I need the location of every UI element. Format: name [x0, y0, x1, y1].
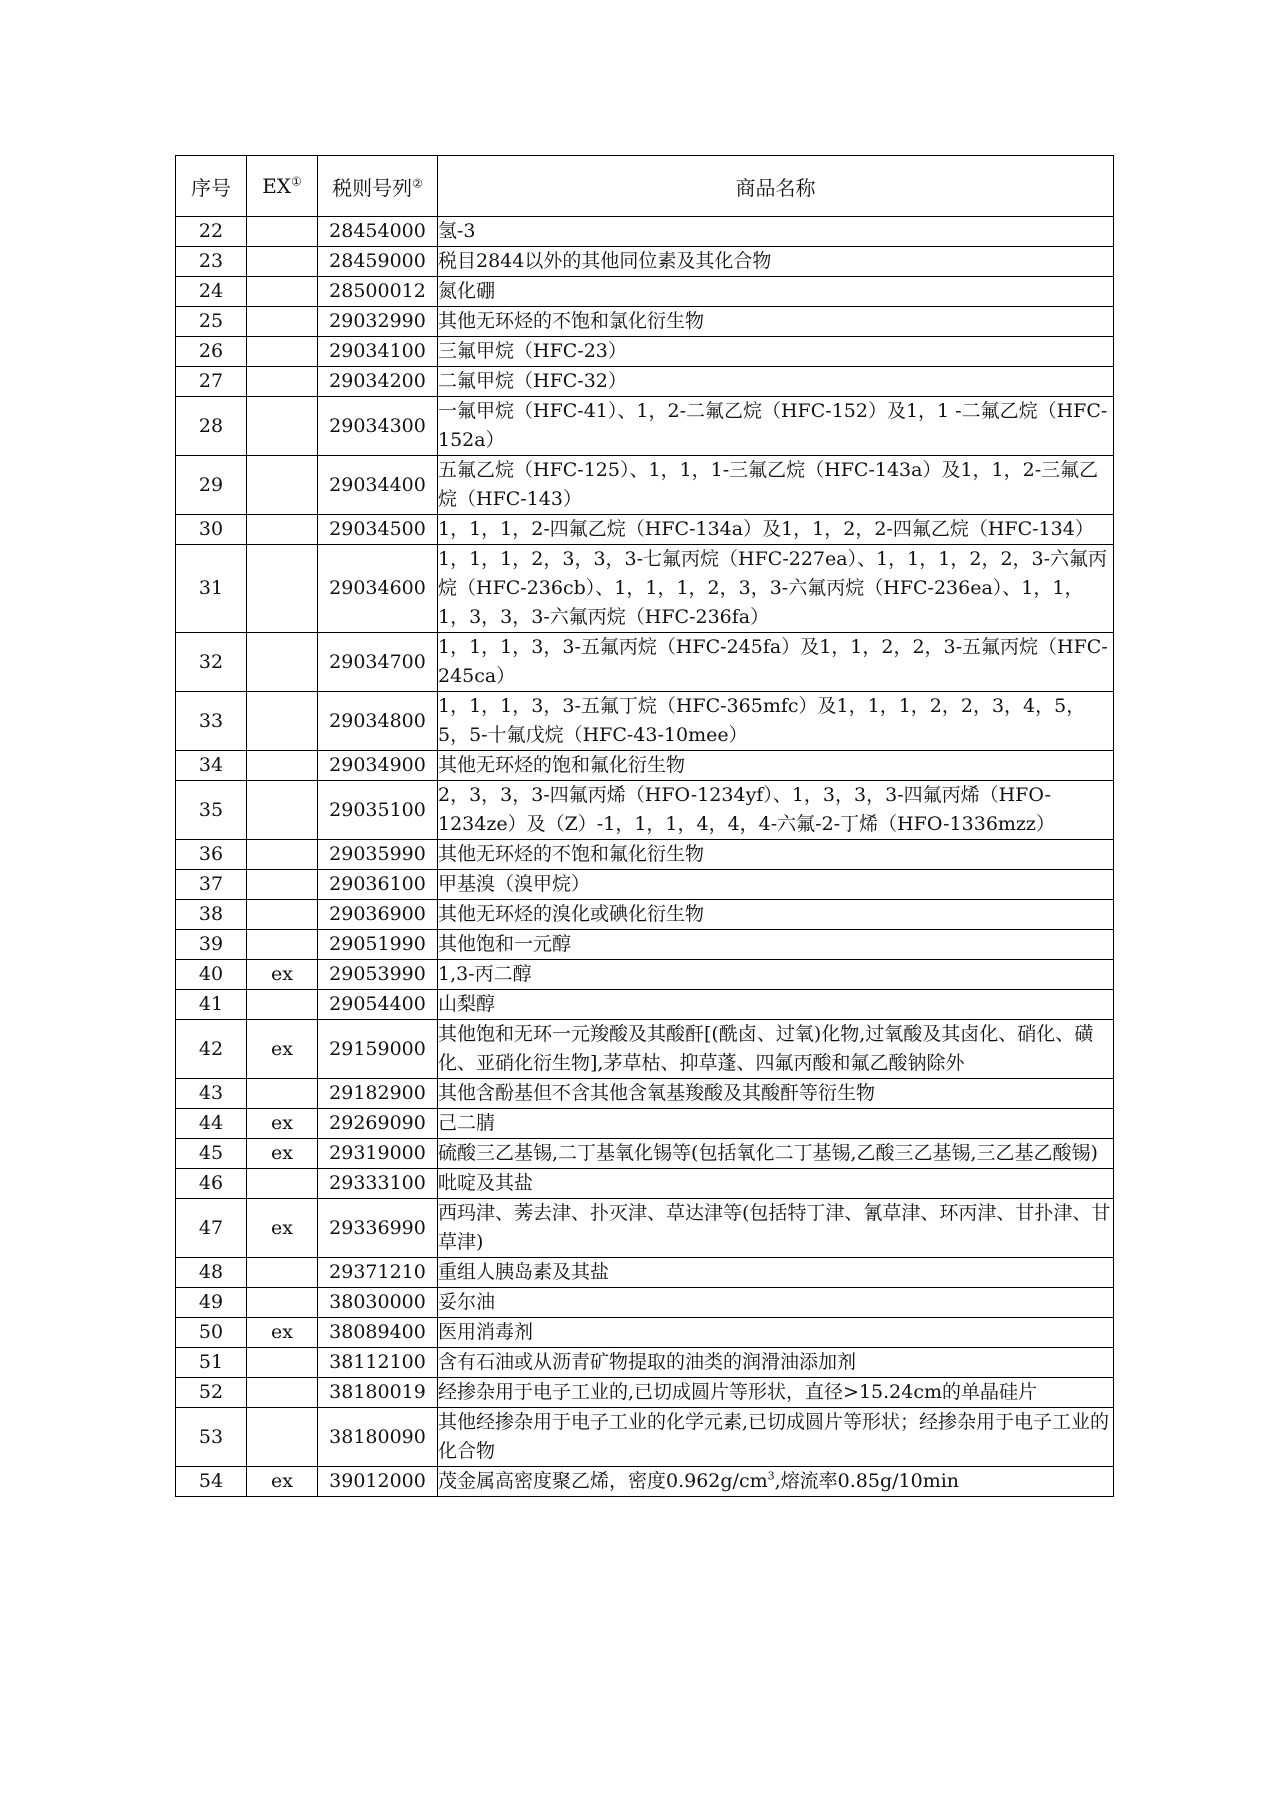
cell-code: 29034600	[318, 545, 438, 633]
table-row	[176, 545, 1114, 633]
cell-ex	[247, 930, 318, 960]
cell-name: 1，1，1，3，3-五氟丁烷（HFC-365mfc）及1，1，1，2，2，3，4，5，5，5-十氟戊烷（HFC-43-10mee）	[438, 692, 1114, 751]
cell-name: 其他经掺杂用于电子工业的化学元素,已切成圆片等形状；经掺杂用于电子工业的化合物	[438, 1408, 1114, 1467]
cell-ex	[247, 1258, 318, 1288]
header-name: 商品名称	[438, 156, 1114, 217]
cell-code: 29034500	[318, 515, 438, 545]
cell-code: 29034400	[318, 456, 438, 515]
cell-seq: 23	[176, 247, 247, 277]
cell-seq: 24	[176, 277, 247, 307]
cell-name: 其他饱和无环一元羧酸及其酸酐[(酰卤、过氧)化物,过氧酸及其卤化、硝化、磺化、亚硝化衍生物],茅草枯、抑草蓬、四氟丙酸和氟乙酸钠除外	[438, 1020, 1114, 1079]
cell-ex	[247, 545, 318, 633]
table-row	[176, 1378, 1114, 1408]
table-row	[176, 751, 1114, 781]
cell-seq: 46	[176, 1169, 247, 1199]
cell-ex	[247, 456, 318, 515]
cell-code: 29034300	[318, 397, 438, 456]
cell-seq: 34	[176, 751, 247, 781]
cell-name: 西玛津、莠去津、扑灭津、草达津等(包括特丁津、氰草津、环丙津、甘扑津、甘草津)	[438, 1199, 1114, 1258]
cell-seq: 52	[176, 1378, 247, 1408]
table-row	[176, 277, 1114, 307]
cell-ex	[247, 633, 318, 692]
cell-name: 1，1，1，2，3，3，3-七氟丙烷（HFC-227ea）、1，1，1，2，2，3-六氟丙烷（HFC-236cb）、1，1，1，2，3，3-六氟丙烷（HFC-236ea）、1，1，1，3，3，3-六氟丙烷（HFC-236fa）	[438, 545, 1114, 633]
cell-ex	[247, 1378, 318, 1408]
footnote-mark-1: ①	[291, 174, 302, 189]
tariff-table	[175, 155, 1114, 1497]
cell-ex	[247, 337, 318, 367]
table-row	[176, 217, 1114, 247]
table-row	[176, 1408, 1114, 1467]
cell-name: 一氟甲烷（HFC-41）、1，2-二氟乙烷（HFC-152）及1，1 -二氟乙烷（HFC-152a）	[438, 397, 1114, 456]
cell-code: 29159000	[318, 1020, 438, 1079]
table-row	[176, 692, 1114, 751]
table-row	[176, 337, 1114, 367]
cell-code: 29051990	[318, 930, 438, 960]
cell-code: 28500012	[318, 277, 438, 307]
cell-seq: 48	[176, 1258, 247, 1288]
table-row	[176, 397, 1114, 456]
table-row	[176, 1258, 1114, 1288]
cell-name: 其他饱和一元醇	[438, 930, 1114, 960]
cell-code: 29336990	[318, 1199, 438, 1258]
superscript: 3	[767, 1469, 775, 1483]
table-row	[176, 1199, 1114, 1258]
cell-seq: 30	[176, 515, 247, 545]
cell-ex	[247, 515, 318, 545]
cell-seq: 33	[176, 692, 247, 751]
footnote-mark-2: ②	[412, 175, 423, 190]
cell-ex	[247, 840, 318, 870]
cell-name: 己二腈	[438, 1109, 1114, 1139]
cell-name: 甲基溴（溴甲烷）	[438, 870, 1114, 900]
cell-ex: ex	[247, 1109, 318, 1139]
cell-name: 税目2844以外的其他同位素及其化合物	[438, 247, 1114, 277]
cell-code: 29036900	[318, 900, 438, 930]
cell-ex: ex	[247, 1467, 318, 1497]
cell-name: 1，1，1，3，3-五氟丙烷（HFC-245fa）及1，1，2，2，3-五氟丙烷（HFC-245ca）	[438, 633, 1114, 692]
table-row	[176, 456, 1114, 515]
cell-name: 1，1，1，2-四氟乙烷（HFC-134a）及1，1，2，2-四氟乙烷（HFC-134）	[438, 515, 1114, 545]
cell-seq: 28	[176, 397, 247, 456]
cell-code: 29319000	[318, 1139, 438, 1169]
cell-seq: 47	[176, 1199, 247, 1258]
cell-ex	[247, 1408, 318, 1467]
cell-seq: 51	[176, 1348, 247, 1378]
cell-code: 38030000	[318, 1288, 438, 1318]
cell-name: 重组人胰岛素及其盐	[438, 1258, 1114, 1288]
table-row	[176, 515, 1114, 545]
table-row	[176, 1169, 1114, 1199]
table-row	[176, 1109, 1114, 1139]
cell-seq: 42	[176, 1020, 247, 1079]
cell-name: 妥尔油	[438, 1288, 1114, 1318]
cell-ex	[247, 217, 318, 247]
table-row	[176, 960, 1114, 990]
cell-ex	[247, 990, 318, 1020]
cell-name: 其他无环烃的饱和氟化衍生物	[438, 751, 1114, 781]
cell-code: 38180090	[318, 1408, 438, 1467]
cell-seq: 27	[176, 367, 247, 397]
cell-name: 五氟乙烷（HFC-125）、1，1，1-三氟乙烷（HFC-143a）及1，1，2-三氟乙烷（HFC-143）	[438, 456, 1114, 515]
header-code: 税则号列②	[318, 156, 438, 217]
cell-ex	[247, 397, 318, 456]
cell-name: 其他无环烃的不饱和氯化衍生物	[438, 307, 1114, 337]
cell-code: 29333100	[318, 1169, 438, 1199]
cell-ex	[247, 692, 318, 751]
table-row	[176, 1288, 1114, 1318]
cell-ex: ex	[247, 960, 318, 990]
cell-name: 吡啶及其盐	[438, 1169, 1114, 1199]
table-row	[176, 1020, 1114, 1079]
cell-name: 1,3-丙二醇	[438, 960, 1114, 990]
cell-code: 29053990	[318, 960, 438, 990]
cell-ex	[247, 1169, 318, 1199]
header-row	[176, 156, 1114, 217]
cell-seq: 54	[176, 1467, 247, 1497]
cell-code: 29035990	[318, 840, 438, 870]
cell-code: 29371210	[318, 1258, 438, 1288]
cell-seq: 53	[176, 1408, 247, 1467]
cell-ex	[247, 781, 318, 840]
cell-seq: 44	[176, 1109, 247, 1139]
cell-name: 含有石油或从沥青矿物提取的油类的润滑油添加剂	[438, 1348, 1114, 1378]
cell-code: 29034100	[318, 337, 438, 367]
cell-ex	[247, 751, 318, 781]
cell-name: 其他含酚基但不含其他含氧基羧酸及其酸酐等衍生物	[438, 1079, 1114, 1109]
cell-name: 其他无环烃的不饱和氟化衍生物	[438, 840, 1114, 870]
cell-code: 29034800	[318, 692, 438, 751]
cell-ex	[247, 870, 318, 900]
cell-code: 28454000	[318, 217, 438, 247]
table-row	[176, 367, 1114, 397]
cell-code: 29034700	[318, 633, 438, 692]
cell-ex	[247, 1288, 318, 1318]
cell-seq: 45	[176, 1139, 247, 1169]
cell-seq: 39	[176, 930, 247, 960]
table-row	[176, 1139, 1114, 1169]
cell-ex	[247, 1079, 318, 1109]
cell-seq: 41	[176, 990, 247, 1020]
cell-ex	[247, 1348, 318, 1378]
cell-code: 29034200	[318, 367, 438, 397]
table-row	[176, 870, 1114, 900]
table-row	[176, 1467, 1114, 1497]
cell-ex	[247, 277, 318, 307]
table-row	[176, 781, 1114, 840]
table-row	[176, 930, 1114, 960]
table-row	[176, 633, 1114, 692]
table-row	[176, 900, 1114, 930]
table-row	[176, 1079, 1114, 1109]
cell-ex: ex	[247, 1318, 318, 1348]
cell-name: 氢-3	[438, 217, 1114, 247]
cell-ex	[247, 247, 318, 277]
cell-ex: ex	[247, 1020, 318, 1079]
table-row	[176, 1318, 1114, 1348]
cell-seq: 38	[176, 900, 247, 930]
cell-code: 38089400	[318, 1318, 438, 1348]
cell-code: 29054400	[318, 990, 438, 1020]
cell-ex	[247, 900, 318, 930]
cell-code: 29036100	[318, 870, 438, 900]
cell-code: 39012000	[318, 1467, 438, 1497]
cell-name: 三氟甲烷（HFC-23）	[438, 337, 1114, 367]
cell-seq: 26	[176, 337, 247, 367]
cell-ex: ex	[247, 1199, 318, 1258]
cell-ex	[247, 367, 318, 397]
table-row	[176, 307, 1114, 337]
cell-seq: 31	[176, 545, 247, 633]
cell-seq: 32	[176, 633, 247, 692]
cell-seq: 49	[176, 1288, 247, 1318]
cell-code: 29182900	[318, 1079, 438, 1109]
header-ex: EX①	[247, 156, 318, 217]
cell-name: 山梨醇	[438, 990, 1114, 1020]
cell-name: 其他无环烃的溴化或碘化衍生物	[438, 900, 1114, 930]
cell-code: 29034900	[318, 751, 438, 781]
cell-seq: 22	[176, 217, 247, 247]
table-row	[176, 990, 1114, 1020]
header-seq: 序号	[176, 156, 247, 217]
cell-code: 38180019	[318, 1378, 438, 1408]
cell-code: 29269090	[318, 1109, 438, 1139]
table-row	[176, 1348, 1114, 1378]
cell-name: 氮化硼	[438, 277, 1114, 307]
cell-name: 经掺杂用于电子工业的,已切成圆片等形状，直径>15.24cm的单晶硅片	[438, 1378, 1114, 1408]
cell-name: 茂金属高密度聚乙烯，密度$0.962g/cm^3$,熔流率0.85g/10min	[438, 1467, 1114, 1497]
cell-seq: 29	[176, 456, 247, 515]
cell-seq: 40	[176, 960, 247, 990]
table-row	[176, 247, 1114, 277]
cell-code: 28459000	[318, 247, 438, 277]
cell-seq: 50	[176, 1318, 247, 1348]
cell-code: 29032990	[318, 307, 438, 337]
cell-ex	[247, 307, 318, 337]
cell-seq: 37	[176, 870, 247, 900]
cell-name: 硫酸三乙基锡,二丁基氧化锡等(包括氧化二丁基锡,乙酸三乙基锡,三乙基乙酸锡)	[438, 1139, 1114, 1169]
cell-name: 2，3，3，3-四氟丙烯（HFO-1234yf）、1，3，3，3-四氟丙烯（HFO-1234ze）及（Z）-1，1，1，4，4，4-六氟-2-丁烯（HFO-1336mzz）	[438, 781, 1114, 840]
cell-seq: 43	[176, 1079, 247, 1109]
cell-code: 29035100	[318, 781, 438, 840]
cell-code: 38112100	[318, 1348, 438, 1378]
cell-name: 二氟甲烷（HFC-32）	[438, 367, 1114, 397]
cell-ex: ex	[247, 1139, 318, 1169]
cell-seq: 25	[176, 307, 247, 337]
cell-name: 医用消毒剂	[438, 1318, 1114, 1348]
cell-seq: 36	[176, 840, 247, 870]
cell-seq: 35	[176, 781, 247, 840]
table-row	[176, 840, 1114, 870]
